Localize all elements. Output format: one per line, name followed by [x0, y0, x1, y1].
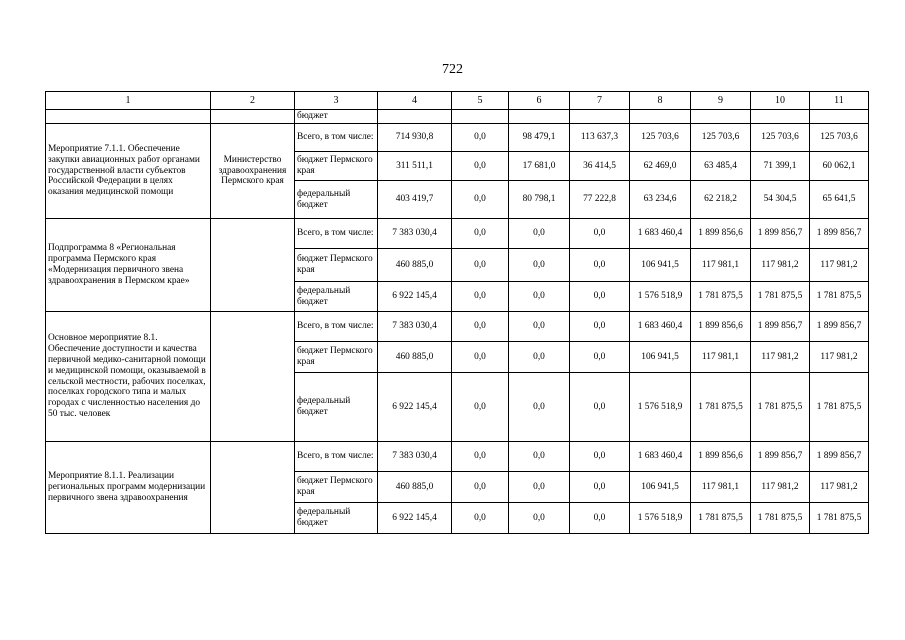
value-cell: 0,0: [452, 249, 509, 282]
value-cell: 403 419,7: [378, 181, 452, 219]
value-cell: 1 576 518,9: [630, 282, 691, 312]
value-cell: 80 798,1: [509, 181, 570, 219]
responsible-executor: [211, 312, 295, 442]
value-cell: 62 218,2: [691, 181, 751, 219]
value-cell: 0,0: [509, 472, 570, 503]
value-cell: 60 062,1: [810, 152, 869, 181]
header-cell: 6: [509, 92, 570, 110]
source-label: Всего, в том числе:: [295, 442, 378, 472]
value-cell: 117 981,1: [691, 249, 751, 282]
value-cell: 1 899 856,7: [751, 219, 810, 249]
header-cell: 10: [751, 92, 810, 110]
value-cell: 1 899 856,6: [691, 442, 751, 472]
value-cell: 106 941,5: [630, 342, 691, 373]
value-cell: 0,0: [509, 373, 570, 442]
value-cell: 117 981,1: [691, 472, 751, 503]
value-cell: 0,0: [509, 342, 570, 373]
block-name: Мероприятие 7.1.1. Обеспечение закупки авиационных работ органами государственной власти субъектов Российской Федерации в целях оказания медицинской помощи: [46, 124, 211, 219]
value-cell: 71 399,1: [751, 152, 810, 181]
value-cell: 113 637,3: [570, 124, 630, 152]
value-cell: 1 899 856,6: [691, 219, 751, 249]
value-cell: 65 641,5: [810, 181, 869, 219]
value-cell: 125 703,6: [810, 124, 869, 152]
value-cell: 1 576 518,9: [630, 503, 691, 534]
header-cell: 5: [452, 92, 509, 110]
value-cell: 1 899 856,7: [751, 312, 810, 342]
header-cell: 3: [295, 92, 378, 110]
value-cell: 0,0: [509, 282, 570, 312]
value-cell: 1 781 875,5: [810, 503, 869, 534]
header-cell: 9: [691, 92, 751, 110]
empty-cell: [509, 110, 570, 124]
value-cell: 106 941,5: [630, 249, 691, 282]
empty-cell: [751, 110, 810, 124]
value-cell: 6 922 145,4: [378, 503, 452, 534]
source-label: Всего, в том числе:: [295, 219, 378, 249]
value-cell: 0,0: [570, 282, 630, 312]
source-label: федеральный бюджет: [295, 282, 378, 312]
empty-cell: [570, 110, 630, 124]
value-cell: 125 703,6: [630, 124, 691, 152]
value-cell: 117 981,2: [751, 342, 810, 373]
continuation-label: бюджет: [295, 110, 378, 124]
empty-cell: [378, 110, 452, 124]
value-cell: 1 683 460,4: [630, 219, 691, 249]
header-cell: 8: [630, 92, 691, 110]
source-label: Всего, в том числе:: [295, 124, 378, 152]
table-row: [46, 219, 869, 249]
header-cell: 11: [810, 92, 869, 110]
value-cell: 0,0: [570, 373, 630, 442]
value-cell: 0,0: [509, 442, 570, 472]
value-cell: 0,0: [509, 503, 570, 534]
value-cell: 0,0: [570, 503, 630, 534]
value-cell: 36 414,5: [570, 152, 630, 181]
source-label: федеральный бюджет: [295, 181, 378, 219]
value-cell: 117 981,2: [810, 342, 869, 373]
source-label: бюджет Пермского края: [295, 249, 378, 282]
value-cell: 1 781 875,5: [691, 373, 751, 442]
value-cell: 1 781 875,5: [810, 373, 869, 442]
header-cell: 4: [378, 92, 452, 110]
value-cell: 7 383 030,4: [378, 312, 452, 342]
value-cell: 1 781 875,5: [751, 373, 810, 442]
value-cell: 1 683 460,4: [630, 442, 691, 472]
header-row: [46, 92, 869, 110]
value-cell: 63 485,4: [691, 152, 751, 181]
value-cell: 62 469,0: [630, 152, 691, 181]
value-cell: 125 703,6: [751, 124, 810, 152]
value-cell: 0,0: [452, 152, 509, 181]
value-cell: 0,0: [452, 124, 509, 152]
continuation-row: [46, 110, 869, 124]
empty-cell: [46, 110, 211, 124]
value-cell: 0,0: [452, 442, 509, 472]
source-label: федеральный бюджет: [295, 503, 378, 534]
value-cell: 460 885,0: [378, 249, 452, 282]
value-cell: 0,0: [570, 342, 630, 373]
value-cell: 1 683 460,4: [630, 312, 691, 342]
header-cell: 7: [570, 92, 630, 110]
source-label: бюджет Пермского края: [295, 472, 378, 503]
value-cell: 0,0: [452, 181, 509, 219]
page-number: 722: [442, 62, 463, 77]
responsible-executor: [211, 442, 295, 534]
value-cell: 77 222,8: [570, 181, 630, 219]
value-cell: 54 304,5: [751, 181, 810, 219]
value-cell: 0,0: [452, 503, 509, 534]
value-cell: 6 922 145,4: [378, 373, 452, 442]
source-label: бюджет Пермского края: [295, 152, 378, 181]
value-cell: 1 899 856,7: [810, 312, 869, 342]
value-cell: 117 981,2: [751, 472, 810, 503]
value-cell: 460 885,0: [378, 342, 452, 373]
value-cell: 7 383 030,4: [378, 442, 452, 472]
value-cell: 117 981,2: [810, 472, 869, 503]
value-cell: 117 981,2: [751, 249, 810, 282]
value-cell: 714 930,8: [378, 124, 452, 152]
value-cell: 0,0: [509, 219, 570, 249]
value-cell: 0,0: [570, 312, 630, 342]
value-cell: 1 899 856,7: [810, 442, 869, 472]
value-cell: 0,0: [452, 219, 509, 249]
value-cell: 17 681,0: [509, 152, 570, 181]
block-name: Подпрограмма 8 «Региональная программа Пермского края «Модернизация первичного звена здравоохранения в Пермском крае»: [46, 219, 211, 312]
value-cell: 311 511,1: [378, 152, 452, 181]
table-row: [46, 312, 869, 342]
value-cell: 0,0: [452, 373, 509, 442]
source-label: бюджет Пермского края: [295, 342, 378, 373]
value-cell: 98 479,1: [509, 124, 570, 152]
value-cell: 1 781 875,5: [810, 282, 869, 312]
value-cell: 1 899 856,7: [751, 442, 810, 472]
value-cell: 460 885,0: [378, 472, 452, 503]
value-cell: 7 383 030,4: [378, 219, 452, 249]
header-cell: 2: [211, 92, 295, 110]
responsible-executor: [211, 219, 295, 312]
value-cell: 6 922 145,4: [378, 282, 452, 312]
value-cell: 1 781 875,5: [751, 282, 810, 312]
empty-cell: [452, 110, 509, 124]
value-cell: 0,0: [570, 472, 630, 503]
block-name: Мероприятие 8.1.1. Реализации региональных программ модернизации первичного звена здравоохранения: [46, 442, 211, 534]
value-cell: 0,0: [452, 312, 509, 342]
value-cell: 1 899 856,7: [810, 219, 869, 249]
value-cell: 0,0: [570, 219, 630, 249]
table-body: [46, 92, 869, 534]
value-cell: 117 981,2: [810, 249, 869, 282]
value-cell: 0,0: [452, 342, 509, 373]
value-cell: 117 981,1: [691, 342, 751, 373]
empty-cell: [630, 110, 691, 124]
value-cell: 125 703,6: [691, 124, 751, 152]
value-cell: 0,0: [452, 282, 509, 312]
header-cell: 1: [46, 92, 211, 110]
value-cell: 1 781 875,5: [691, 503, 751, 534]
value-cell: 63 234,6: [630, 181, 691, 219]
value-cell: 0,0: [452, 472, 509, 503]
value-cell: 0,0: [509, 249, 570, 282]
value-cell: 106 941,5: [630, 472, 691, 503]
value-cell: 1 781 875,5: [691, 282, 751, 312]
value-cell: 0,0: [570, 442, 630, 472]
source-label: федеральный бюджет: [295, 373, 378, 442]
empty-cell: [691, 110, 751, 124]
table-row: [46, 124, 869, 152]
source-label: Всего, в том числе:: [295, 312, 378, 342]
value-cell: 0,0: [570, 249, 630, 282]
value-cell: 0,0: [509, 312, 570, 342]
block-name: Основное мероприятие 8.1. Обеспечение доступности и качества первичной медико-санитарной помощи и медицинской помощи, оказываемой в сельской местности, рабочих поселках, поселках городского типа и малых городах с численностью населения до 50 тыс. человек: [46, 312, 211, 442]
responsible-executor: Министерство здравоохранения Пермского края: [211, 124, 295, 219]
table-row: [46, 442, 869, 472]
empty-cell: [211, 110, 295, 124]
value-cell: 1 899 856,6: [691, 312, 751, 342]
value-cell: 1 781 875,5: [751, 503, 810, 534]
value-cell: 1 576 518,9: [630, 373, 691, 442]
empty-cell: [810, 110, 869, 124]
budget-table: [45, 91, 869, 534]
